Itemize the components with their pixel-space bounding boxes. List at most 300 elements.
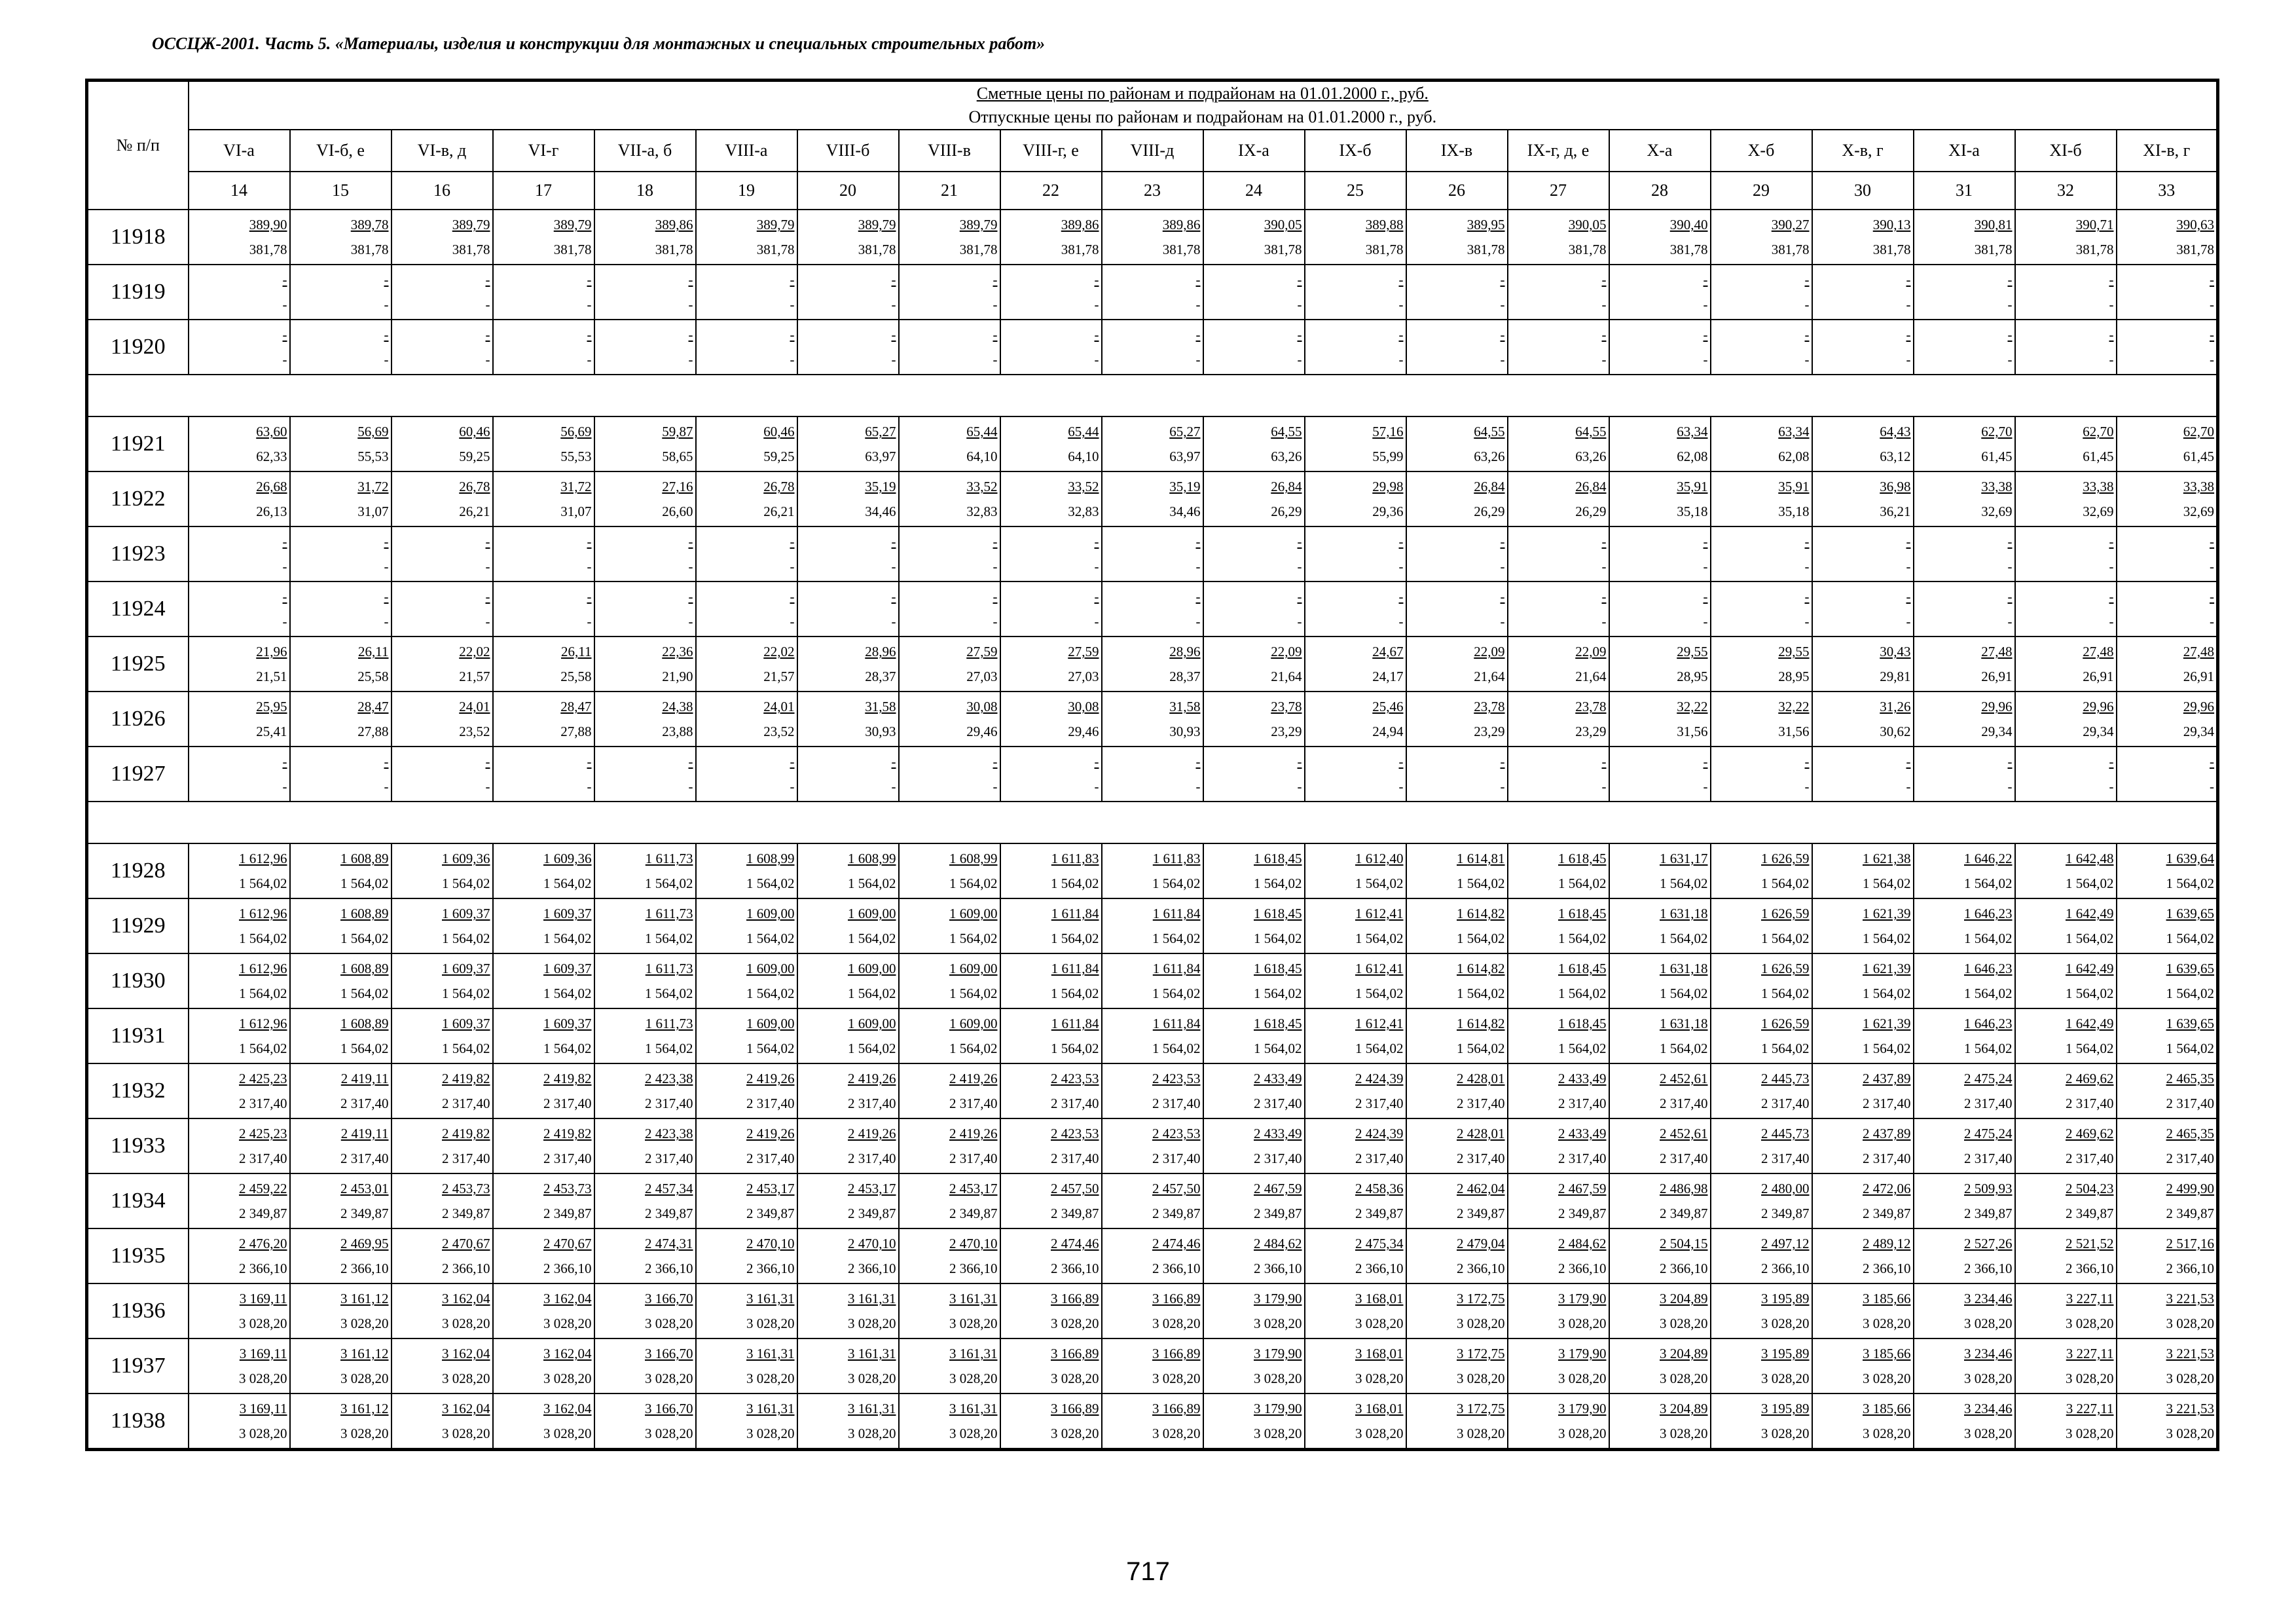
estimated-price: -	[1398, 272, 1404, 287]
price-cell	[1203, 953, 1305, 1008]
release-price: 3 028,20	[340, 1371, 389, 1386]
estimated-price: 1 609,00	[746, 906, 795, 921]
region-header: VI-в, д	[392, 130, 493, 172]
estimated-price: 64,55	[1575, 424, 1607, 439]
release-price: 2 317,40	[1051, 1096, 1099, 1111]
price-cell	[899, 1008, 1000, 1063]
estimated-price: 3 166,70	[645, 1291, 693, 1306]
release-price: 3 028,20	[645, 1371, 693, 1386]
estimated-price: 24,01	[459, 699, 490, 714]
price-cell	[1609, 320, 1711, 375]
estimated-price: -	[2210, 589, 2215, 604]
release-price: 2 317,40	[1457, 1096, 1505, 1111]
table-row	[87, 1283, 2218, 1338]
estimated-price: 3 169,11	[239, 1401, 287, 1416]
estimated-price: 2 509,93	[1964, 1181, 2013, 1196]
estimated-price: 2 419,11	[340, 1071, 389, 1086]
price-cell	[1812, 1118, 1914, 1173]
price-cell	[189, 581, 290, 637]
release-price: -	[688, 614, 693, 629]
price-cell	[1203, 1173, 1305, 1228]
price-cell	[1406, 1228, 1508, 1283]
price-cell	[493, 526, 594, 581]
estimated-price: -	[1906, 754, 1911, 769]
price-cell	[1102, 953, 1203, 1008]
row-number: 11935	[87, 1228, 189, 1283]
release-price: -	[384, 559, 389, 574]
release-price: -	[891, 559, 896, 574]
row-number: 11922	[87, 471, 189, 526]
estimated-price: 2 453,73	[442, 1181, 490, 1196]
release-price: 1 564,02	[543, 876, 592, 891]
estimated-price: 1 618,45	[1558, 1016, 1607, 1031]
price-cell	[2015, 265, 2117, 320]
estimated-price: 2 470,10	[746, 1236, 795, 1251]
price-cell	[1914, 843, 2015, 898]
release-price: 1 564,02	[1254, 931, 1302, 946]
release-price: 381,78	[1669, 242, 1708, 257]
estimated-price: 2 452,61	[1660, 1071, 1708, 1086]
estimated-price: 23,78	[1575, 699, 1607, 714]
release-price: 1 564,02	[645, 1041, 693, 1056]
release-price: 381,78	[756, 242, 795, 257]
estimated-price: 1 609,00	[949, 906, 998, 921]
estimated-price: 1 608,99	[746, 851, 795, 866]
estimated-price: 1 609,37	[543, 906, 592, 921]
price-cell	[1406, 1173, 1508, 1228]
price-cell	[290, 416, 392, 471]
estimated-price: 3 161,31	[949, 1291, 998, 1306]
release-price: 1 564,02	[239, 1041, 287, 1056]
release-price: 3 028,20	[1660, 1371, 1708, 1386]
price-cell	[1508, 1393, 1609, 1450]
estimated-price: -	[1195, 754, 1201, 769]
estimated-price: -	[2210, 272, 2215, 287]
release-price: 26,13	[256, 504, 287, 519]
price-cell	[1609, 416, 1711, 471]
release-price: -	[384, 352, 389, 367]
release-price: 63,97	[865, 449, 896, 464]
release-price: 2 317,40	[1254, 1151, 1302, 1166]
estimated-price: 31,72	[357, 479, 389, 494]
estimated-price: -	[1398, 754, 1404, 769]
estimated-price: 2 476,20	[239, 1236, 287, 1251]
price-cell	[1102, 637, 1203, 692]
release-price: 3 028,20	[1355, 1426, 1404, 1441]
estimated-price: -	[1601, 754, 1607, 769]
release-price: -	[485, 779, 490, 794]
price-cell	[1711, 526, 1812, 581]
price-cell	[696, 1008, 797, 1063]
release-price: -	[1906, 352, 1911, 367]
price-cell	[290, 471, 392, 526]
price-cell	[594, 953, 696, 1008]
release-price: 381,78	[350, 242, 389, 257]
estimated-price: 29,96	[2083, 699, 2114, 714]
estimated-price: 1 642,49	[2066, 1016, 2114, 1031]
release-price: 35,18	[1677, 504, 1708, 519]
release-price: 59,25	[459, 449, 490, 464]
release-price: 29,34	[2183, 724, 2215, 739]
row-number: 11924	[87, 581, 189, 637]
price-cell	[1711, 416, 1812, 471]
estimated-price: 389,79	[959, 217, 998, 232]
estimated-price: -	[1094, 754, 1099, 769]
estimated-price: 3 161,12	[340, 1291, 389, 1306]
estimated-price: 2 475,24	[1964, 1126, 2013, 1141]
release-price: 25,58	[357, 669, 389, 684]
release-price: 23,52	[763, 724, 795, 739]
estimated-price: 3 168,01	[1355, 1401, 1404, 1416]
release-price: 1 564,02	[1051, 986, 1099, 1001]
release-price: 1 564,02	[239, 931, 287, 946]
estimated-price: 1 618,45	[1558, 851, 1607, 866]
release-price: 30,62	[1880, 724, 1911, 739]
estimated-price: 2 484,62	[1558, 1236, 1607, 1251]
release-price: 1 564,02	[1964, 931, 2013, 946]
price-cell	[1711, 1338, 1812, 1393]
table-title	[189, 81, 2218, 130]
estimated-price: 2 457,50	[1152, 1181, 1201, 1196]
release-price: 1 564,02	[1051, 1041, 1099, 1056]
estimated-price: 65,27	[865, 424, 896, 439]
estimated-price: 389,79	[553, 217, 592, 232]
release-price: 1 564,02	[1152, 1041, 1201, 1056]
estimated-price: 2 489,12	[1863, 1236, 1911, 1251]
region-header: VIII-б	[797, 130, 899, 172]
estimated-price: 1 618,45	[1254, 961, 1302, 976]
estimated-price: 21,96	[256, 644, 287, 659]
estimated-price: 2 453,17	[848, 1181, 896, 1196]
price-cell	[1711, 581, 1812, 637]
release-price: 26,91	[1981, 669, 2013, 684]
release-price: 58,65	[662, 449, 693, 464]
price-cell	[1203, 416, 1305, 471]
release-price: 29,46	[1068, 724, 1099, 739]
release-price: 1 564,02	[1457, 1041, 1505, 1056]
price-cell	[1609, 526, 1711, 581]
price-cell	[899, 526, 1000, 581]
price-cell	[1102, 1338, 1203, 1393]
estimated-price: 3 161,31	[949, 1401, 998, 1416]
release-price: 3 028,20	[2066, 1316, 2114, 1331]
estimated-price: 23,78	[1271, 699, 1302, 714]
estimated-price: -	[1906, 534, 1911, 549]
price-cell	[1406, 1393, 1508, 1450]
release-price: 30,93	[865, 724, 896, 739]
estimated-price: 22,36	[662, 644, 693, 659]
release-price: -	[1601, 614, 1607, 629]
estimated-price: 1 609,00	[746, 1016, 795, 1031]
release-price: -	[1195, 614, 1201, 629]
price-cell	[1812, 320, 1914, 375]
price-cell	[392, 265, 493, 320]
price-cell	[1406, 1063, 1508, 1118]
release-price: 2 349,87	[239, 1206, 287, 1221]
estimated-price: -	[1094, 327, 1099, 342]
estimated-price: 2 428,01	[1457, 1071, 1505, 1086]
estimated-price: -	[2210, 534, 2215, 549]
estimated-price: 2 453,01	[340, 1181, 389, 1196]
release-price: 63,26	[1575, 449, 1607, 464]
estimated-price: 3 162,04	[442, 1346, 490, 1361]
estimated-price: 64,55	[1474, 424, 1505, 439]
release-price: 2 349,87	[1863, 1206, 1911, 1221]
estimated-price: -	[1601, 589, 1607, 604]
release-price: 3 028,20	[1051, 1316, 1099, 1331]
release-price: -	[790, 614, 795, 629]
estimated-price: -	[2007, 589, 2013, 604]
estimated-price: 22,09	[1474, 644, 1505, 659]
estimated-price: 2 521,52	[2066, 1236, 2114, 1251]
release-price: -	[282, 297, 287, 312]
estimated-price: 1 614,82	[1457, 961, 1505, 976]
estimated-price: 2 462,04	[1457, 1181, 1505, 1196]
estimated-price: 33,38	[1981, 479, 2013, 494]
release-price: 3 028,20	[1964, 1371, 2013, 1386]
estimated-price: 2 424,39	[1355, 1071, 1404, 1086]
release-price: 1 564,02	[1558, 876, 1607, 891]
price-cell	[696, 1228, 797, 1283]
estimated-price: 27,59	[966, 644, 998, 659]
release-price: 3 028,20	[1457, 1426, 1505, 1441]
release-price: -	[1906, 779, 1911, 794]
price-cell	[2117, 265, 2218, 320]
release-price: 2 317,40	[949, 1096, 998, 1111]
price-cell	[2117, 1008, 2218, 1063]
price-cell	[2015, 526, 2117, 581]
price-cell	[1203, 692, 1305, 747]
estimated-price: 1 612,96	[239, 851, 287, 866]
estimated-price: 3 234,46	[1964, 1346, 2013, 1361]
release-price: 381,78	[1974, 242, 2013, 257]
price-cell	[189, 898, 290, 953]
estimated-price: 1 611,84	[1152, 906, 1201, 921]
estimated-price: 389,86	[1162, 217, 1201, 232]
release-price: 2 349,87	[2066, 1206, 2114, 1221]
release-price: 381,78	[1872, 242, 1911, 257]
release-price: 3 028,20	[1152, 1371, 1201, 1386]
estimated-price: 1 609,37	[543, 961, 592, 976]
release-price: 64,10	[966, 449, 998, 464]
table-row	[87, 526, 2218, 581]
price-cell	[1203, 1063, 1305, 1118]
estimated-price: 3 162,04	[543, 1401, 592, 1416]
release-price: 2 349,87	[949, 1206, 998, 1221]
price-cell	[1203, 265, 1305, 320]
release-price: 2 317,40	[340, 1151, 389, 1166]
row-number: 11931	[87, 1008, 189, 1063]
estimated-price: 2 457,34	[645, 1181, 693, 1196]
release-price: 26,21	[459, 504, 490, 519]
estimated-price: -	[1703, 754, 1708, 769]
release-price: 2 349,87	[1152, 1206, 1201, 1221]
price-cell	[2117, 416, 2218, 471]
release-price: 2 366,10	[2066, 1261, 2114, 1276]
estimated-price: 3 221,53	[2166, 1291, 2215, 1306]
column-index: 28	[1609, 172, 1711, 210]
price-cell	[1203, 1283, 1305, 1338]
price-table	[85, 79, 2219, 1451]
estimated-price: 26,11	[561, 644, 592, 659]
price-cell	[1102, 1118, 1203, 1173]
estimated-price: -	[282, 327, 287, 342]
price-cell	[1000, 416, 1102, 471]
release-price: -	[993, 297, 998, 312]
column-index: 32	[2015, 172, 2117, 210]
estimated-price: 3 221,53	[2166, 1346, 2215, 1361]
estimated-price: 31,72	[560, 479, 592, 494]
price-cell	[290, 953, 392, 1008]
price-cell	[594, 416, 696, 471]
estimated-price: 24,38	[662, 699, 693, 714]
price-cell	[696, 416, 797, 471]
estimated-price: 1 612,96	[239, 1016, 287, 1031]
release-price: 2 366,10	[949, 1261, 998, 1276]
price-cell	[1812, 1063, 1914, 1118]
release-price: 1 564,02	[442, 931, 490, 946]
release-price: 3 028,20	[848, 1316, 896, 1331]
price-cell	[1914, 210, 2015, 265]
release-price: 2 317,40	[543, 1096, 592, 1111]
estimated-price: 2 424,39	[1355, 1126, 1404, 1141]
release-price: -	[1500, 559, 1505, 574]
release-price: -	[688, 559, 693, 574]
estimated-price: 31,58	[865, 699, 896, 714]
price-cell	[2015, 953, 2117, 1008]
estimated-price: -	[1297, 534, 1302, 549]
price-cell	[899, 471, 1000, 526]
release-price: 1 564,02	[1660, 986, 1708, 1001]
estimated-price: 389,78	[350, 217, 389, 232]
price-cell	[2015, 1393, 2117, 1450]
price-cell	[899, 416, 1000, 471]
price-cell	[899, 953, 1000, 1008]
release-price: 2 366,10	[1152, 1261, 1201, 1276]
release-price: 27,88	[357, 724, 389, 739]
document-header: ОССЦЖ-2001. Часть 5. «Материалы, изделия и конструкции для монтажных и специальных строительных работ»	[152, 34, 1046, 53]
release-price: 2 317,40	[949, 1151, 998, 1166]
price-cell	[392, 471, 493, 526]
estimated-price: 2 497,12	[1761, 1236, 1810, 1251]
price-cell	[1812, 1008, 1914, 1063]
price-cell	[899, 843, 1000, 898]
price-cell	[1609, 581, 1711, 637]
price-cell	[1914, 1063, 2015, 1118]
release-price: -	[587, 779, 592, 794]
release-price: 3 028,20	[949, 1371, 998, 1386]
estimated-price: -	[2109, 754, 2114, 769]
estimated-price: -	[1297, 589, 1302, 604]
price-cell	[899, 1228, 1000, 1283]
estimated-price: 2 480,00	[1761, 1181, 1810, 1196]
estimated-price: -	[1398, 327, 1404, 342]
release-price: -	[1703, 559, 1708, 574]
price-cell	[493, 1338, 594, 1393]
release-price: 63,26	[1271, 449, 1302, 464]
price-cell	[493, 953, 594, 1008]
price-cell	[1305, 692, 1406, 747]
price-cell	[1000, 637, 1102, 692]
estimated-price: 390,05	[1264, 217, 1302, 232]
price-cell	[899, 747, 1000, 802]
estimated-price: 389,79	[756, 217, 795, 232]
release-price: 1 564,02	[543, 1041, 592, 1056]
price-cell	[290, 1283, 392, 1338]
estimated-price: 1 608,89	[340, 906, 389, 921]
price-cell	[1609, 898, 1711, 953]
price-cell	[1203, 637, 1305, 692]
estimated-price: -	[1804, 589, 1810, 604]
price-cell	[1812, 1228, 1914, 1283]
price-cell	[594, 320, 696, 375]
release-price: 1 564,02	[442, 876, 490, 891]
estimated-price: -	[1804, 754, 1810, 769]
estimated-price: 24,01	[763, 699, 795, 714]
estimated-price: 1 621,39	[1863, 1016, 1911, 1031]
release-price: 1 564,02	[1558, 931, 1607, 946]
price-cell	[1508, 692, 1609, 747]
row-number: 11918	[87, 210, 189, 265]
row-number: 11919	[87, 265, 189, 320]
region-header: VIII-г, е	[1000, 130, 1102, 172]
release-price: 1 564,02	[949, 876, 998, 891]
release-price: 381,78	[1365, 242, 1404, 257]
estimated-price: 3 204,89	[1660, 1401, 1708, 1416]
release-price: 2 349,87	[2166, 1206, 2215, 1221]
estimated-price: 2 467,59	[1254, 1181, 1302, 1196]
price-cell	[1000, 692, 1102, 747]
estimated-price: -	[790, 754, 795, 769]
price-cell	[392, 1393, 493, 1450]
release-price: 31,56	[1677, 724, 1708, 739]
release-price: 1 564,02	[1761, 876, 1810, 891]
estimated-price: 1 639,64	[2166, 851, 2215, 866]
estimated-price: 2 465,35	[2166, 1071, 2215, 1086]
price-cell	[1102, 843, 1203, 898]
estimated-price: 389,90	[249, 217, 287, 232]
price-cell	[1812, 1173, 1914, 1228]
estimated-price: -	[1804, 327, 1810, 342]
price-cell	[1406, 1283, 1508, 1338]
price-cell	[2015, 1008, 2117, 1063]
estimated-price: -	[790, 589, 795, 604]
price-cell	[594, 843, 696, 898]
release-price: 1 564,02	[1660, 1041, 1708, 1056]
price-cell	[392, 898, 493, 953]
estimated-price: -	[993, 754, 998, 769]
estimated-price: 389,88	[1365, 217, 1404, 232]
row-number-column-header: № п/п	[87, 81, 189, 210]
release-price: 1 564,02	[1355, 986, 1404, 1001]
estimated-price: 389,95	[1467, 217, 1505, 232]
price-cell	[1102, 1228, 1203, 1283]
price-cell	[2015, 1338, 2117, 1393]
price-cell	[189, 1338, 290, 1393]
release-price: 1 564,02	[1355, 876, 1404, 891]
price-cell	[1305, 1338, 1406, 1393]
price-cell	[797, 843, 899, 898]
estimated-price: 2 433,49	[1254, 1071, 1302, 1086]
price-cell	[1000, 1393, 1102, 1450]
release-price: 2 317,40	[2166, 1096, 2215, 1111]
estimated-price: 29,55	[1778, 644, 1810, 659]
release-price: 2 317,40	[2066, 1151, 2114, 1166]
estimated-price: 2 453,17	[746, 1181, 795, 1196]
release-price: -	[1398, 559, 1404, 574]
price-cell	[2117, 747, 2218, 802]
estimated-price: 2 475,34	[1355, 1236, 1404, 1251]
